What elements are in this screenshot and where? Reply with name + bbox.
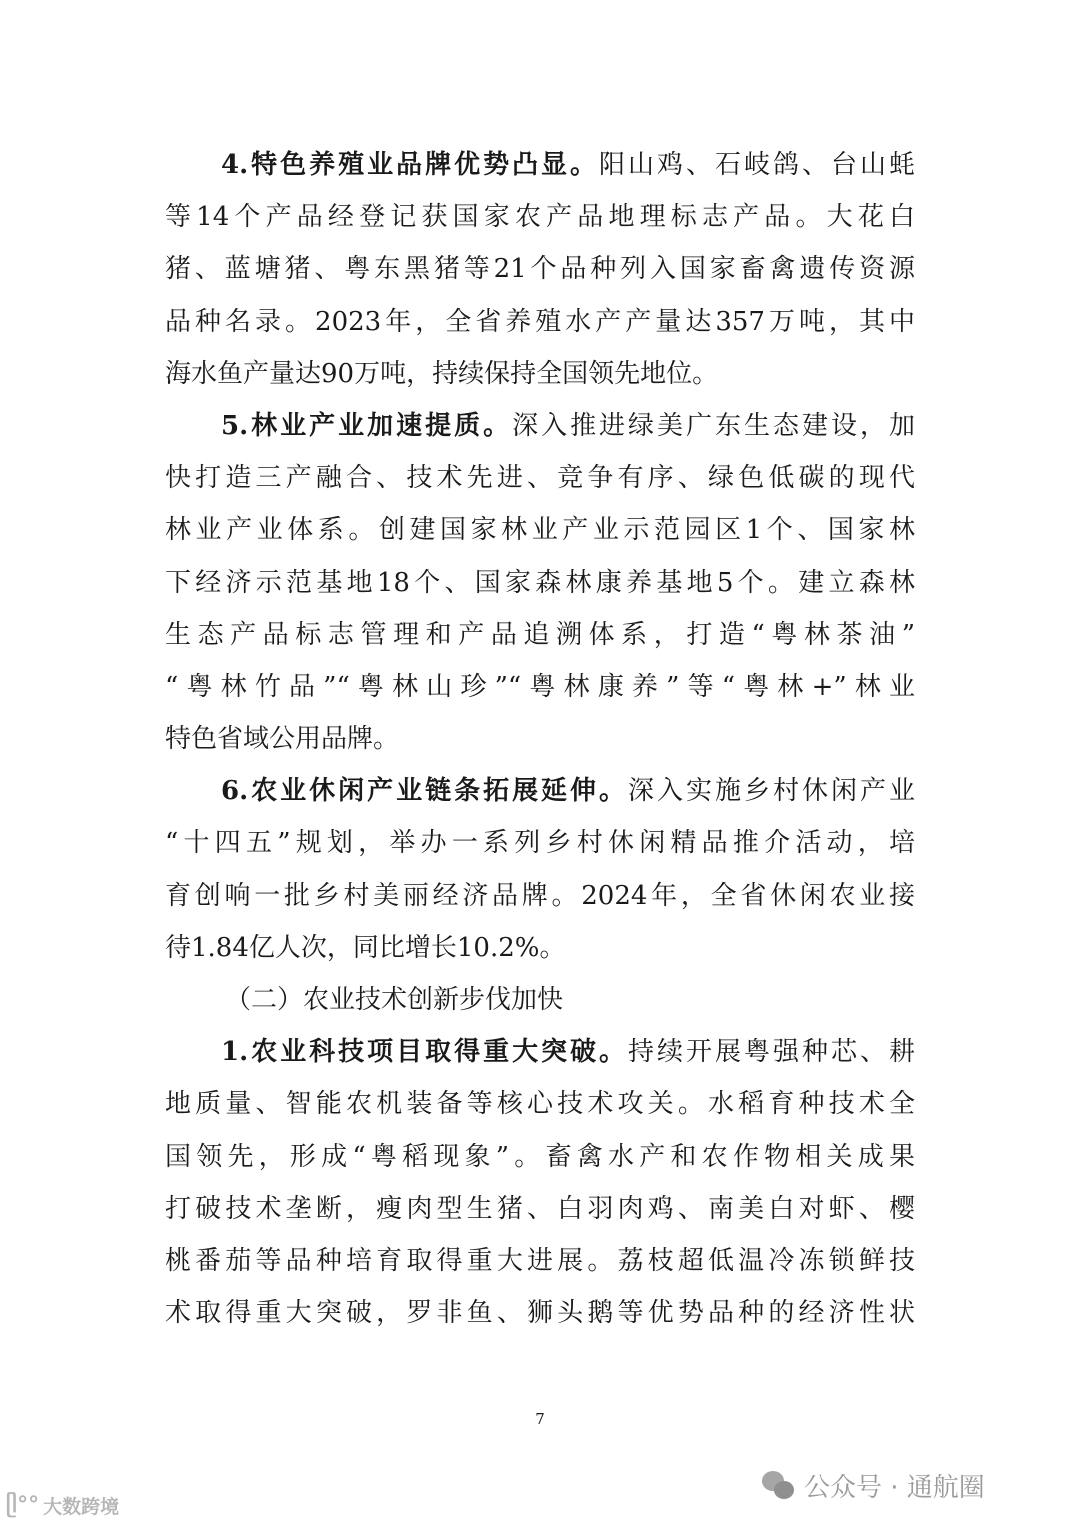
text-run: 下经济示范基地18个、国家森林康养基地5个。建立森林 [165, 567, 915, 598]
text-run: （二）农业技术创新步伐加快 [225, 985, 564, 1015]
text-line [165, 1131, 915, 1183]
text-line [165, 191, 915, 243]
text-run: 猪、蓝塘猪、粤东黑猪等21个品种列入国家畜禽遗传资源 [165, 254, 915, 285]
text-run: 特色省域公用品牌。 [165, 724, 400, 755]
text-run: 林业产业体系。创建国家林业产业示范园区1个、国家林 [165, 515, 915, 546]
text-line [165, 400, 915, 452]
watermark-left [6, 1492, 119, 1519]
text-line [165, 1287, 915, 1339]
text-run: 深入推进绿美广东生态建设，加 [512, 410, 915, 441]
text-run: 术取得重大突破，罗非鱼、狮头鹅等优势品种的经济性状 [165, 1298, 915, 1329]
text-run: 品种名录。2023年，全省养殖水产产量达357万吨，其中 [165, 306, 915, 337]
text-line [165, 1235, 915, 1287]
text-line [165, 452, 915, 504]
text-run: 育创响一批乡村美丽经济品牌。2024年，全省休闲农业接 [165, 880, 915, 911]
text-line [165, 661, 915, 713]
text-line [165, 296, 915, 348]
text-run: 持续开展粤强种芯、耕 [628, 1037, 915, 1068]
text-line [165, 765, 915, 817]
text-run: 海水鱼产量达90万吨，持续保持全国领先地位。 [165, 358, 719, 389]
text-line [165, 870, 915, 922]
paragraph-lead: 6.农业休闲产业链条拓展延伸。 [221, 776, 629, 807]
text-line [165, 922, 915, 974]
text-line [165, 557, 915, 609]
text-run: 待1.84亿人次，同比增长10.2%。 [165, 932, 566, 963]
text-run: “粤林竹品”“粤林山珍”“粤林康养”等“粤林+”林业 [165, 671, 915, 702]
text-line [165, 609, 915, 661]
text-line [165, 504, 915, 556]
text-run: 打破技术垄断，瘦肉型生猪、白羽肉鸡、南美白对虾、樱 [165, 1193, 915, 1224]
text-line [165, 817, 915, 869]
text-line [165, 139, 915, 191]
watermark-right-text: 公众号 · 通航圈 [804, 1473, 985, 1503]
text-run: 生态产品标志管理和产品追溯体系，打造“粤林茶油” [165, 619, 915, 650]
paragraph-lead: 1.农业科技项目取得重大突破。 [221, 1037, 629, 1068]
text-run: 国领先，形成“粤稻现象”。畜禽水产和农作物相关成果 [165, 1141, 915, 1172]
text-line [165, 1026, 915, 1078]
paragraph-lead: 5.林业产业加速提质。 [221, 410, 513, 441]
text-run: 快打造三产融合、技术先进、竞争有序、绿色低碳的现代 [165, 463, 915, 494]
text-line [165, 1078, 915, 1130]
text-run: 地质量、智能农机装备等核心技术攻关。水稻育种技术全 [165, 1089, 915, 1120]
text-run: 阳山鸡、石岐鸽、台山蚝 [599, 150, 915, 180]
wechat-icon [762, 1469, 796, 1503]
paragraph-lead: 4.特色养殖业品牌优势凸显。 [221, 150, 600, 180]
text-line [165, 1183, 915, 1235]
section-heading [165, 974, 915, 1026]
document-body [165, 139, 915, 1339]
watermark-right [762, 1467, 985, 1504]
brand-logo-icon: ᥫ°° [6, 1493, 40, 1518]
text-run: 深入实施乡村休闲产业 [628, 776, 915, 807]
watermark-left-text: 大数跨境 [43, 1496, 120, 1518]
text-run: 桃番茄等品种培育取得重大进展。荔枝超低温冷冻锁鲜技 [165, 1245, 915, 1276]
text-run: 等14个产品经登记获国家农产品地理标志产品。大花白 [165, 202, 915, 233]
text-line [165, 243, 915, 295]
page-number: 7 [535, 1410, 545, 1428]
text-line [165, 713, 915, 765]
text-line [165, 348, 915, 400]
text-run: “十四五”规划，举办一系列乡村休闲精品推介活动，培 [165, 828, 915, 859]
